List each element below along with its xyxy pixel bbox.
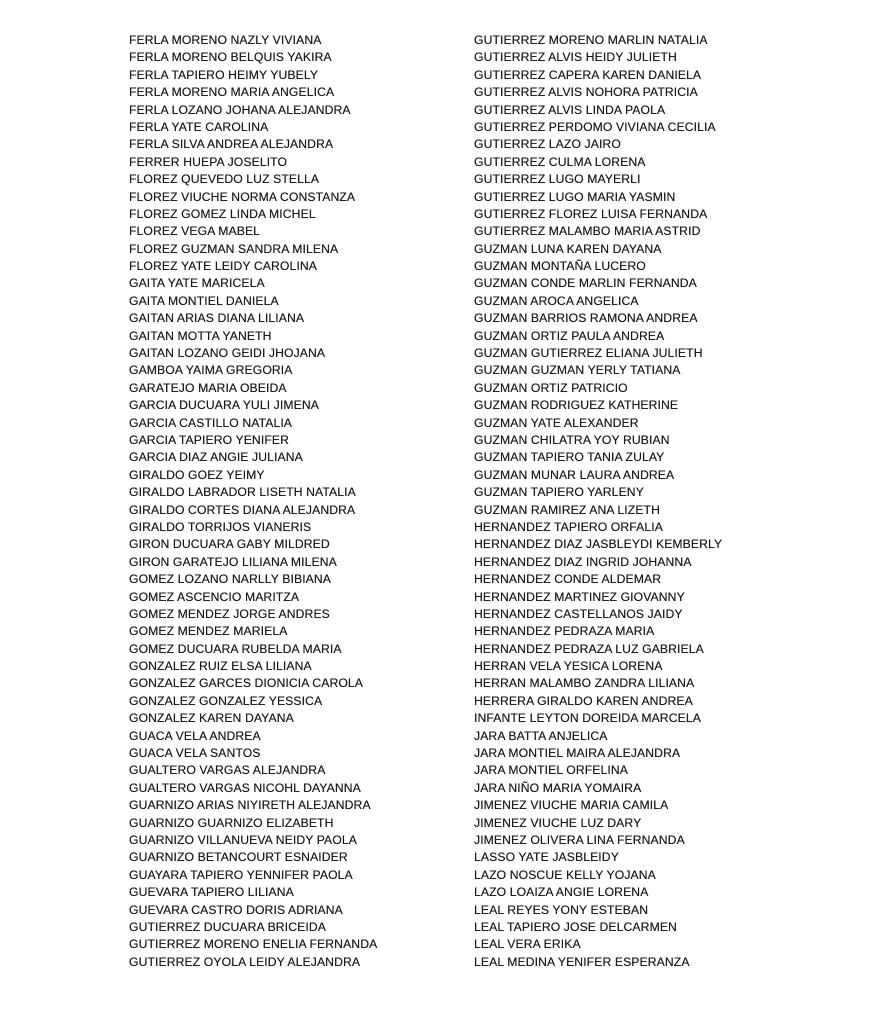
name-entry: HERNANDEZ MARTINEZ GIOVANNY bbox=[474, 589, 685, 604]
name-entry: HERNANDEZ CONDE ALDEMAR bbox=[474, 572, 662, 587]
name-entry: GUZMAN MUNAR LAURA ANDREA bbox=[474, 467, 675, 482]
name-entry: GUZMAN GUZMAN YERLY TATIANA bbox=[474, 363, 681, 378]
name-entry: GUTIERREZ OYOLA LEIDY ALEJANDRA bbox=[129, 954, 361, 969]
name-entry: JIMENEZ VIUCHE LUZ DARY bbox=[474, 815, 642, 830]
name-entry: GUTIERREZ FLOREZ LUISA FERNANDA bbox=[474, 206, 708, 221]
name-entry: GUTIERREZ ALVIS NOHORA PATRICIA bbox=[474, 85, 698, 100]
name-entry: GUZMAN MONTAÑA LUCERO bbox=[474, 259, 646, 274]
name-entry: GUTIERREZ ALVIS LINDA PAOLA bbox=[474, 102, 666, 117]
name-entry: FLOREZ QUEVEDO LUZ STELLA bbox=[129, 172, 320, 187]
name-entry: GUZMAN ORTIZ PATRICIO bbox=[474, 380, 628, 395]
name-entry: HERRERA GIRALDO KAREN ANDREA bbox=[474, 693, 693, 708]
name-entry: GOMEZ MENDEZ JORGE ANDRES bbox=[129, 606, 330, 621]
name-entry: FERLA MORENO MARIA ANGELICA bbox=[129, 85, 335, 100]
name-entry: GIRALDO LABRADOR LISETH NATALIA bbox=[129, 485, 356, 500]
name-entry: FERLA SILVA ANDREA ALEJANDRA bbox=[129, 137, 334, 152]
name-entry: GUTIERREZ CULMA LORENA bbox=[474, 154, 646, 169]
name-entry: LAZO NOSCUE KELLY YOJANA bbox=[474, 867, 656, 882]
name-entry: LEAL TAPIERO JOSE DELCARMEN bbox=[474, 919, 677, 934]
name-entry: LAZO LOAIZA ANGIE LORENA bbox=[474, 885, 649, 900]
name-entry: GUARNIZO ARIAS NIYIRETH ALEJANDRA bbox=[129, 798, 371, 813]
name-entry: FERRER HUEPA JOSELITO bbox=[129, 154, 288, 169]
name-entry: FLOREZ VEGA MABEL bbox=[129, 224, 261, 239]
name-entry: HERRAN MALAMBO ZANDRA LILIANA bbox=[474, 676, 695, 691]
name-entry: GUACA VELA SANTOS bbox=[129, 746, 261, 761]
name-entry: HERNANDEZ DIAZ JASBLEYDI KEMBERLY bbox=[474, 537, 723, 552]
name-entry: HERRAN VELA YESICA LORENA bbox=[474, 659, 663, 674]
name-list-right bbox=[474, 32, 874, 971]
name-entry: GAITAN MOTTA YANETH bbox=[129, 328, 272, 343]
name-entry: GOMEZ ASCENCIO MARITZA bbox=[129, 589, 300, 604]
name-entry: JARA MONTIEL MAIRA ALEJANDRA bbox=[474, 746, 681, 761]
name-entry: GUZMAN ORTIZ PAULA ANDREA bbox=[474, 328, 665, 343]
name-entry: GUARNIZO VILLANUEVA NEIDY PAOLA bbox=[129, 832, 357, 847]
name-entry: GUTIERREZ MORENO MARLIN NATALIA bbox=[474, 33, 708, 47]
name-entry: GOMEZ MENDEZ MARIELA bbox=[129, 624, 288, 639]
name-entry: GAITA YATE MARICELA bbox=[129, 276, 265, 291]
name-entry: GONZALEZ KAREN DAYANA bbox=[129, 711, 294, 726]
name-entry: GIRON DUCUARA GABY MILDRED bbox=[129, 537, 330, 552]
name-entry: GUTIERREZ ALVIS HEIDY JULIETH bbox=[474, 50, 677, 65]
name-entry: GUZMAN CONDE MARLIN FERNANDA bbox=[474, 276, 697, 291]
name-entry: GUTIERREZ DUCUARA BRICEIDA bbox=[129, 919, 326, 934]
name-entry: GUTIERREZ CAPERA KAREN DANIELA bbox=[474, 67, 702, 82]
name-entry: GUEVARA CASTRO DORIS ADRIANA bbox=[129, 902, 343, 917]
name-list-left bbox=[129, 32, 459, 971]
name-entry: GOMEZ LOZANO NARLLY BIBIANA bbox=[129, 572, 332, 587]
name-entry: FERLA MORENO NAZLY VIVIANA bbox=[129, 33, 322, 47]
name-entry: GOMEZ DUCUARA RUBELDA MARIA bbox=[129, 641, 342, 656]
name-entry: FLOREZ YATE LEIDY CAROLINA bbox=[129, 259, 317, 274]
name-entry: GIRALDO TORRIJOS VIANERIS bbox=[129, 519, 312, 534]
name-entry: GONZALEZ GONZALEZ YESSICA bbox=[129, 693, 323, 708]
name-entry: GUEVARA TAPIERO LILIANA bbox=[129, 885, 294, 900]
name-entry: GARCIA DIAZ ANGIE JULIANA bbox=[129, 450, 303, 465]
name-entry: GUTIERREZ MALAMBO MARIA ASTRID bbox=[474, 224, 701, 239]
name-entry: INFANTE LEYTON DOREIDA MARCELA bbox=[474, 711, 701, 726]
name-entry: LEAL MEDINA YENIFER ESPERANZA bbox=[474, 954, 690, 969]
name-entry: GONZALEZ GARCES DIONICIA CAROLA bbox=[129, 676, 364, 691]
name-entry: GUTIERREZ LUGO MAYERLI bbox=[474, 172, 641, 187]
name-entry: JARA MONTIEL ORFELINA bbox=[474, 763, 629, 778]
name-entry: FERLA MORENO BELQUIS YAKIRA bbox=[129, 50, 332, 65]
name-entry: GUZMAN GUTIERREZ ELIANA JULIETH bbox=[474, 346, 703, 361]
name-entry: FLOREZ GUZMAN SANDRA MILENA bbox=[129, 241, 339, 256]
name-entry: GUTIERREZ PERDOMO VIVIANA CECILIA bbox=[474, 119, 716, 134]
name-entry: FERLA TAPIERO HEIMY YUBELY bbox=[129, 67, 319, 82]
name-entry: GAITA MONTIEL DANIELA bbox=[129, 293, 279, 308]
name-entry: JARA BATTA ANJELICA bbox=[474, 728, 608, 743]
name-entry: FLOREZ GOMEZ LINDA MICHEL bbox=[129, 206, 316, 221]
name-entry: GUZMAN RAMIREZ ANA LIZETH bbox=[474, 502, 661, 517]
name-entry: GUZMAN LUNA KAREN DAYANA bbox=[474, 241, 662, 256]
name-entry: JIMENEZ VIUCHE MARIA CAMILA bbox=[474, 798, 669, 813]
name-entry: GUZMAN TAPIERO YARLENY bbox=[474, 485, 644, 500]
name-entry: GUACA VELA ANDREA bbox=[129, 728, 261, 743]
name-entry: JARA NIÑO MARIA YOMAIRA bbox=[474, 780, 642, 795]
name-entry: GIRALDO CORTES DIANA ALEJANDRA bbox=[129, 502, 356, 517]
name-entry: GUZMAN BARRIOS RAMONA ANDREA bbox=[474, 311, 698, 326]
name-entry: GUZMAN RODRIGUEZ KATHERINE bbox=[474, 398, 679, 413]
name-entry: FERLA LOZANO JOHANA ALEJANDRA bbox=[129, 102, 351, 117]
name-entry: GUALTERO VARGAS ALEJANDRA bbox=[129, 763, 326, 778]
name-entry: GARCIA CASTILLO NATALIA bbox=[129, 415, 293, 430]
name-entry: GUZMAN AROCA ANGELICA bbox=[474, 293, 639, 308]
name-entry: GUTIERREZ LUGO MARIA YASMIN bbox=[474, 189, 676, 204]
name-entry: GONZALEZ RUIZ ELSA LILIANA bbox=[129, 659, 312, 674]
name-entry: HERNANDEZ PEDRAZA LUZ GABRIELA bbox=[474, 641, 704, 656]
name-entry: GAMBOA YAIMA GREGORIA bbox=[129, 363, 293, 378]
name-entry: GARCIA TAPIERO YENIFER bbox=[129, 432, 289, 447]
name-entry: HERNANDEZ PEDRAZA MARIA bbox=[474, 624, 655, 639]
name-entry: LEAL VERA ERIKA bbox=[474, 937, 581, 952]
name-entry: LASSO YATE JASBLEIDY bbox=[474, 850, 619, 865]
name-entry: GAITAN ARIAS DIANA LILIANA bbox=[129, 311, 305, 326]
name-entry: GIRALDO GOEZ YEIMY bbox=[129, 467, 265, 482]
name-entry: GIRON GARATEJO LILIANA MILENA bbox=[129, 554, 337, 569]
name-entry: GUARNIZO GUARNIZO ELIZABETH bbox=[129, 815, 334, 830]
name-entry: GUZMAN YATE ALEXANDER bbox=[474, 415, 639, 430]
name-entry: HERNANDEZ DIAZ INGRID JOHANNA bbox=[474, 554, 692, 569]
name-entry: GUTIERREZ LAZO JAIRO bbox=[474, 137, 621, 152]
name-entry: GUAYARA TAPIERO YENNIFER PAOLA bbox=[129, 867, 353, 882]
name-entry: GUZMAN TAPIERO TANIA ZULAY bbox=[474, 450, 665, 465]
name-entry: JIMENEZ OLIVERA LINA FERNANDA bbox=[474, 832, 685, 847]
name-entry: GUZMAN CHILATRA YOY RUBIAN bbox=[474, 432, 670, 447]
name-entry: HERNANDEZ CASTELLANOS JAIDY bbox=[474, 606, 683, 621]
name-entry: GUARNIZO BETANCOURT ESNAIDER bbox=[129, 850, 348, 865]
name-entry: GARATEJO MARIA OBEIDA bbox=[129, 380, 287, 395]
name-entry: FLOREZ VIUCHE NORMA CONSTANZA bbox=[129, 189, 356, 204]
name-entry: GUTIERREZ MORENO ENELIA FERNANDA bbox=[129, 937, 378, 952]
name-entry: FERLA YATE CAROLINA bbox=[129, 119, 269, 134]
name-entry: HERNANDEZ TAPIERO ORFALIA bbox=[474, 519, 663, 534]
name-entry: GUALTERO VARGAS NICOHL DAYANNA bbox=[129, 780, 361, 795]
name-entry: GARCIA DUCUARA YULI JIMENA bbox=[129, 398, 319, 413]
name-entry: GAITAN LOZANO GEIDI JHOJANA bbox=[129, 346, 326, 361]
name-entry: LEAL REYES YONY ESTEBAN bbox=[474, 902, 649, 917]
